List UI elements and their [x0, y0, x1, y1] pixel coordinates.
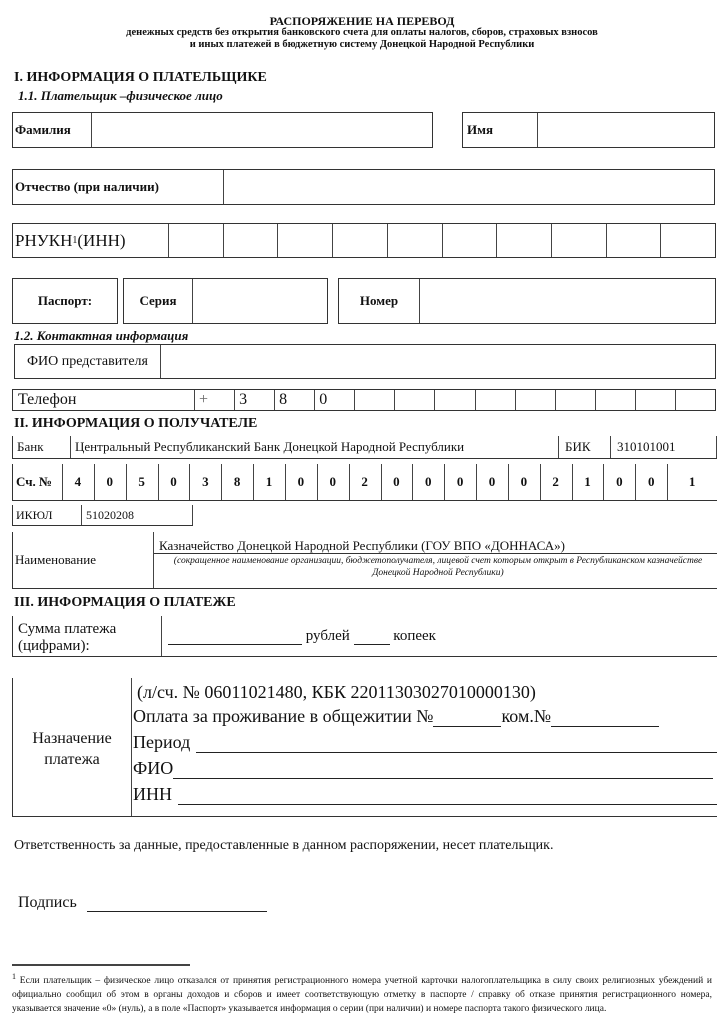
account-number-row — [12, 464, 717, 501]
amount-label-line2: (цифрами): — [18, 638, 90, 654]
phone-field-group — [12, 389, 716, 411]
recipient-name-hint: (сокращенное наименование организации, бюджетополучателя, лицевой счет которым открыт в Республиканском казначействе Донецкой Народной Республики) — [173, 556, 703, 578]
room-number-input[interactable] — [551, 708, 659, 727]
amount-row — [12, 616, 717, 657]
account-digit-cell: 0 — [297, 474, 305, 489]
purpose-label-line1: Назначение — [32, 730, 112, 747]
account-digit-cell: 4 — [74, 474, 82, 489]
footnote-mark: 1 — [12, 972, 16, 981]
purpose-inn-line — [133, 784, 717, 805]
ikul-row — [12, 505, 193, 526]
surname-input[interactable] — [95, 113, 428, 147]
period-input[interactable] — [196, 734, 717, 753]
document-title: РАСПОРЯЖЕНИЕ НА ПЕРЕВОД — [269, 14, 455, 28]
phone-digit-cell: 8 — [279, 391, 288, 408]
ikul-label: ИКЮЛ — [16, 507, 53, 522]
account-digit-cell: 2 — [552, 474, 559, 489]
phone-digit-input[interactable] — [359, 390, 394, 410]
amount-inputs — [168, 628, 436, 645]
section-recipient-heading: II. ИНФОРМАЦИЯ О ПОЛУЧАТЕЛЕ — [14, 416, 258, 431]
phone-digit-cell: 0 — [319, 391, 328, 408]
account-digit-cell: 3 — [202, 474, 209, 489]
bik-value: 310101001 — [617, 439, 676, 454]
passport-number-group — [338, 278, 716, 324]
representative-label: ФИО представителя — [26, 353, 148, 369]
account-digit-cell: 0 — [329, 474, 336, 489]
passport-label-box — [12, 278, 118, 324]
first-name-label: Имя — [467, 122, 493, 137]
passport-label: Паспорт: — [37, 293, 93, 308]
section-payer-heading: I. ИНФОРМАЦИЯ О ПЛАТЕЛЬЩИКЕ — [14, 70, 267, 85]
passport-series-input[interactable] — [196, 279, 323, 323]
account-digit-cell: 1 — [265, 474, 273, 489]
phone-digit-cell: 3 — [239, 391, 248, 408]
account-digit-cell: 0 — [488, 474, 496, 489]
room-label: ком.№ — [501, 706, 552, 726]
account-digit-cell: 0 — [170, 474, 177, 489]
recipient-name-label: Наименование — [15, 552, 96, 567]
account-digit-cell: 0 — [393, 474, 400, 489]
inn-digit-cell[interactable] — [606, 224, 661, 257]
payment-purpose-row — [12, 678, 717, 817]
responsibility-note: Ответственность за данные, предоставленные в данном распоряжении, несет плательщик. — [14, 838, 554, 853]
bank-row — [12, 436, 717, 459]
purpose-inn-input[interactable] — [178, 786, 717, 805]
account-digit-cell: 0 — [425, 474, 432, 489]
recipient-name-value: Казначейство Донецкой Народной Республики (ГОУ ВПО «ДОННАСА») — [159, 538, 565, 553]
inn-label-suffix: (ИНН) — [77, 230, 126, 250]
phone-digit-cell: + — [199, 391, 209, 408]
dorm-label: Оплата за проживание в общежитии № — [133, 706, 434, 726]
purpose-inn-label: ИНН — [133, 784, 172, 804]
ikul-value: 51020208 — [86, 507, 134, 522]
inn-digit-cell[interactable] — [332, 224, 387, 257]
account-digit-cell: 8 — [233, 474, 241, 489]
account-digit-cell: 0 — [520, 474, 528, 489]
purpose-label — [13, 728, 131, 770]
account-digit-cell: 1 — [688, 474, 696, 489]
patronymic-field-group — [12, 169, 715, 205]
purpose-fio-input[interactable] — [173, 760, 713, 779]
signature-line — [18, 894, 267, 912]
inn-field-group — [12, 223, 716, 258]
payer-individual-subheading: 1.1. Плательщик –физическое лицо — [18, 88, 223, 103]
phone-digit-input[interactable] — [680, 390, 715, 410]
phone-digit-input[interactable] — [560, 390, 595, 410]
purpose-fio-line — [133, 758, 713, 779]
phone-digit-input[interactable] — [600, 390, 635, 410]
passport-series-group — [123, 278, 328, 324]
surname-field-group — [12, 112, 433, 148]
kopecks-input[interactable] — [354, 628, 390, 645]
first-name-field-group — [462, 112, 715, 148]
inn-digit-cell[interactable] — [223, 224, 278, 257]
surname-label: Фамилия — [15, 122, 71, 137]
footnote-text: Если плательщик – физическое лицо отказался от принятия регистрационного номера учетной карточки налогоплательщика в силу своих религиозных убеждений и официально сообщил об этом в органы доходов и сборов и имеет соответствующую отметку в паспорте / справку об отказе принятия регистрационного номера, указывается значение «0» (нуль), а в поле «Паспорт» указывается информация о серии (при наличии) и номере паспорта такого физического лица. — [12, 976, 712, 1015]
inn-digit-cell[interactable] — [277, 224, 332, 257]
patronymic-input[interactable] — [227, 170, 710, 204]
rubles-input[interactable] — [168, 628, 302, 645]
patronymic-label: Отчество (при наличии) — [15, 179, 159, 194]
rubles-label: рублей — [305, 628, 350, 644]
purpose-label-line2: платежа — [44, 751, 100, 768]
amount-label-line1: Сумма платежа — [18, 621, 117, 637]
footnote — [12, 970, 712, 1016]
amount-label — [18, 621, 116, 655]
contact-info-subheading: 1.2. Контактная информация — [14, 328, 189, 343]
account-digit-cell: 2 — [361, 474, 368, 489]
account-label: Сч. № — [16, 474, 53, 489]
account-digit-cell: 0 — [106, 474, 114, 489]
purpose-period-line — [133, 732, 717, 753]
purpose-dorm-line — [133, 706, 659, 727]
kopecks-label: копеек — [393, 628, 436, 644]
account-digit-cell: 5 — [138, 474, 145, 489]
phone-digit-input[interactable] — [439, 390, 474, 410]
account-digit-cell: 0 — [616, 474, 623, 489]
account-digit-cell: 0 — [456, 474, 464, 489]
phone-digit-input[interactable] — [520, 390, 555, 410]
passport-number-label: Номер — [359, 293, 399, 308]
bank-label: Банк — [17, 439, 44, 454]
account-digit-cell: 1 — [584, 474, 591, 489]
inn-label-text: РНУКН — [15, 230, 73, 250]
purpose-account-text: (л/сч. № 06011021480, КБК 22011303027010000130) — [137, 682, 536, 702]
dorm-number-input[interactable] — [433, 708, 501, 727]
section-payment-heading: III. ИНФОРМАЦИЯ О ПЛАТЕЖЕ — [14, 595, 236, 610]
signature-label: Подпись — [18, 894, 77, 911]
inn-footnote-mark: 1 — [72, 235, 78, 246]
passport-number-input[interactable] — [423, 279, 711, 323]
signature-input[interactable] — [87, 895, 267, 912]
inn-digit-cell[interactable] — [442, 224, 497, 257]
phone-digit-input[interactable] — [399, 390, 434, 410]
recipient-name-row — [12, 532, 717, 589]
document-subtitle-line1: денежных средств без открытия банковского счета для оплаты налогов, сборов, страховых взносов — [126, 27, 598, 38]
inn-digit-cell[interactable] — [551, 224, 606, 257]
bik-label: БИК — [565, 439, 591, 454]
account-digit-cell: 0 — [647, 474, 655, 489]
phone-digit-input[interactable] — [480, 390, 515, 410]
passport-series-label: Серия — [139, 293, 177, 308]
inn-digit-cell[interactable] — [387, 224, 442, 257]
representative-input[interactable] — [165, 345, 711, 378]
footnote-divider — [12, 964, 190, 966]
inn-digit-cell[interactable] — [168, 224, 223, 257]
inn-digit-cell[interactable] — [660, 224, 715, 257]
document-subtitle-line2: и иных платежей в бюджетную систему Донецкой Народной Республики — [189, 39, 535, 50]
representative-field-group — [14, 344, 716, 379]
bank-name-value: Центральный Республиканский Банк Донецкой Народной Республики — [75, 439, 465, 454]
first-name-input[interactable] — [541, 113, 710, 147]
inn-digit-cell[interactable] — [496, 224, 551, 257]
phone-label: Телефон — [18, 391, 77, 408]
inn-label — [15, 224, 165, 257]
period-label: Период — [133, 732, 191, 752]
phone-digit-input[interactable] — [640, 390, 675, 410]
purpose-fio-label: ФИО — [133, 758, 174, 778]
